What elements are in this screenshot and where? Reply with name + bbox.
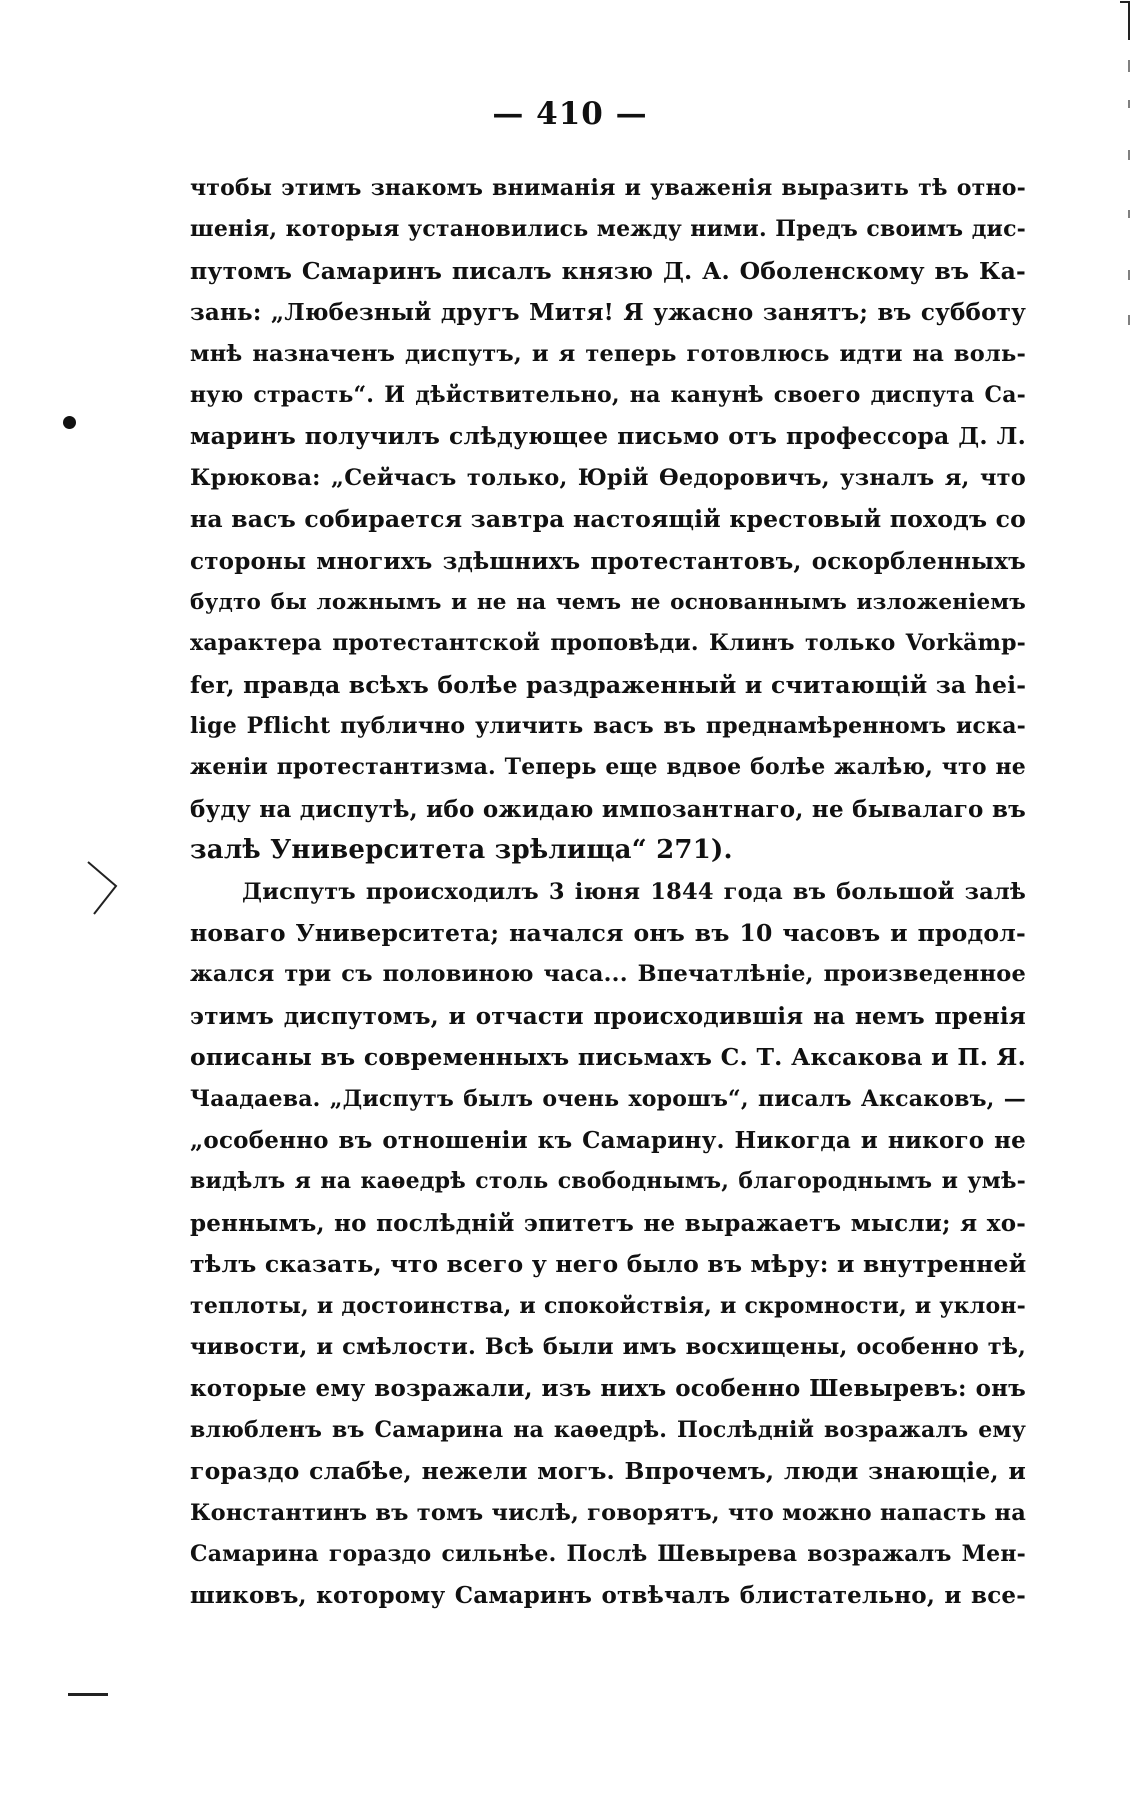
paragraph-start-line: Диспутъ происходилъ 3 іюня 1844 года въ большой залѣ (242, 878, 1026, 905)
text-line: на васъ собирается завтра настоящій крестовый походъ со (190, 505, 1026, 534)
text-line: ную страсть“. И дѣйствительно, на канунѣ своего диспута Са- (190, 381, 1026, 408)
text-line: описаны въ современныхъ письмахъ С. Т. Аксакова и П. Я. (190, 1043, 1026, 1072)
text-line: будто бы ложнымъ и не на чемъ не основаннымъ изложеніемъ (190, 589, 1026, 615)
margin-dot (63, 416, 76, 429)
text-line: мнѣ назначенъ диспутъ, и я теперь готовлюсь идти на воль- (190, 340, 1026, 367)
text-line: зань: „Любезный другъ Митя! Я ужасно занятъ; въ субботу (190, 299, 1026, 327)
text-line: Константинъ въ томъ числѣ, говорятъ, что можно напасть на (190, 1499, 1026, 1526)
text-line: тѣлъ сказать, что всего у него было въ мѣру: и внутренней (190, 1250, 1027, 1279)
text-line: чтобы этимъ знакомъ вниманія и уваженія выразить тѣ отно- (190, 175, 1026, 201)
text-line: lige Pflicht публично уличить васъ въ преднамѣренномъ иска- (190, 713, 1026, 740)
text-line: характера протестантской проповѣди. Клинъ только Vorkämp- (190, 630, 1026, 657)
margin-dash (68, 1693, 108, 1696)
text-line: буду на диспутѣ, ибо ожидаю импозантнаго, не бывалаго въ (190, 795, 1026, 823)
margin-mark (86, 860, 120, 916)
page-number: — 410 — (492, 96, 648, 132)
text-line: женіи протестантизма. Теперь еще вдвое болѣе жалѣю, что не (190, 754, 1026, 781)
text-line: реннымъ, но послѣдній эпитетъ не выражаетъ мысли; я хо- (190, 1209, 1026, 1237)
text-line: „особенно въ отношеніи къ Самарину. Никогда и никого не (190, 1126, 1026, 1154)
page-text (190, 168, 1026, 1617)
text-line: этимъ диспутомъ, и отчасти происходившія на немъ пренія (190, 1002, 1026, 1030)
text-line: Крюкова: „Сейчасъ только, Юрій Ѳедоровичъ, узналъ я, что (190, 464, 1026, 491)
text-line: fer, правда всѣхъ болѣе раздраженный и считающій за hei- (190, 670, 1027, 699)
text-line: стороны многихъ здѣшнихъ протестантовъ, оскорбленныхъ (190, 547, 1026, 575)
text-line: чивости, и смѣлости. Всѣ были имъ восхищены, особенно тѣ, (190, 1333, 1026, 1360)
text-line: новаго Университета; начался онъ въ 10 часовъ и продол- (190, 919, 1026, 948)
text-line: путомъ Самаринъ писалъ князю Д. А. Оболенскому въ Ка- (190, 256, 1026, 285)
text-line: маринъ получилъ слѣдующее письмо отъ профессора Д. Л. (190, 422, 1026, 451)
text-line: шенія, которыя установились между ними. Предъ своимъ дис- (190, 216, 1026, 243)
text-line: которые ему возражали, изъ нихъ особенно Шевыревъ: онъ (190, 1375, 1026, 1403)
text-line: гораздо слабѣе, нежели могъ. Впрочемъ, люди знающіе, и (190, 1457, 1026, 1486)
paragraph-end-line: залѣ Университета зрѣлища“ 271). (190, 835, 733, 866)
text-line: Самарина гораздо сильнѣе. Послѣ Шевырева возражалъ Мен- (190, 1540, 1026, 1567)
text-line: теплоты, и достоинства, и спокойствія, и скромности, и уклон- (190, 1292, 1026, 1319)
text-line: жался три съ половиною часа... Впечатлѣніе, произведенное (190, 961, 1026, 988)
text-line: шиковъ, которому Самаринъ отвѣчалъ блистательно, и все- (190, 1582, 1026, 1610)
text-line: видѣлъ я на каѳедрѣ столь свободнымъ, благороднымъ и умѣ- (190, 1168, 1026, 1195)
text-line: Чаадаева. „Диспутъ былъ очень хорошъ“, писалъ Аксаковъ, — (190, 1085, 1026, 1112)
page-edge-mark (1118, 0, 1132, 340)
text-line: влюбленъ въ Самарина на каѳедрѣ. Послѣдній возражалъ ему (190, 1416, 1026, 1443)
